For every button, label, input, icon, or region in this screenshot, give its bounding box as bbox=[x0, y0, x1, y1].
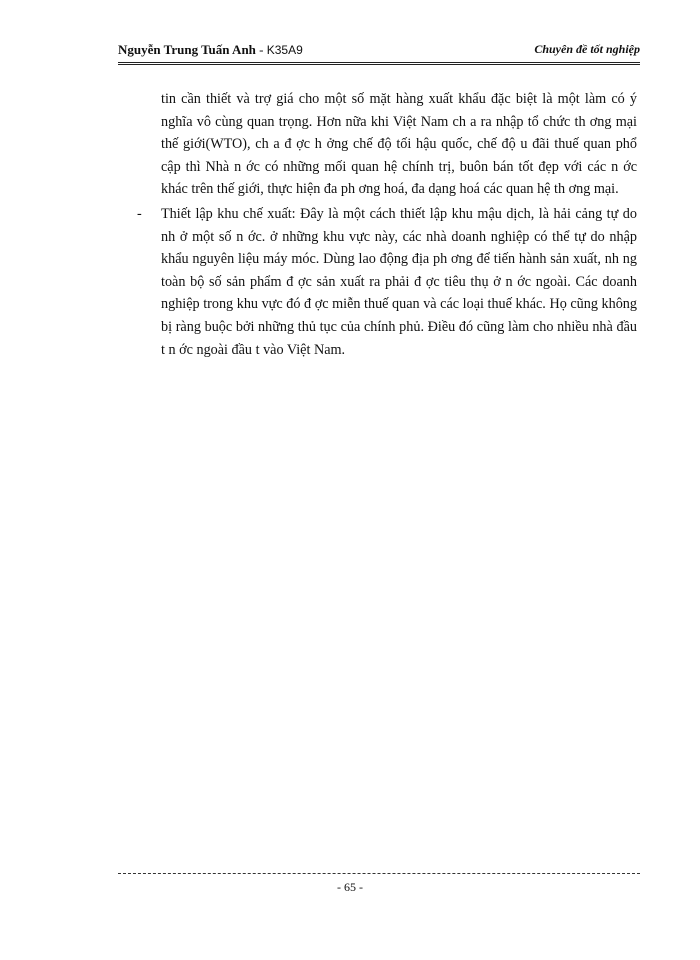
body-text bbox=[137, 88, 637, 361]
bullet-marker: - bbox=[137, 205, 142, 222]
page-header bbox=[118, 40, 640, 65]
bullet-text: Thiết lập khu chế xuất: Đây là một cách thiết lập khu mậu dịch, là hải cảng tự do nh ở một số n ớc. ở những khu vực này, các nhà doanh nghiệp có thể tự do nhập khẩu nguyên liệu máy móc. Dùng lao động địa ph ơng để tiến hành sản xuất, nh ng toàn bộ số sản phẩm đ ợc sản xuất ra phải đ ợc tiêu thụ ở n ớc ngoài. Các doanh nghiệp trong khu vực đó đ ợc miễn thuế quan và các loại thuế khác. Họ cũng không bị ràng buộc bởi những thủ tục của chính phủ. Điều đó cũng làm cho nhiều nhà đầu t n ớc ngoài đầu t vào Việt Nam. bbox=[161, 205, 637, 358]
header-class-code: K35A9 bbox=[266, 43, 303, 57]
header-separator: - bbox=[255, 42, 267, 57]
footer-divider bbox=[118, 873, 640, 874]
paragraph: tin cần thiết và trợ giá cho một số mặt hàng xuất khẩu đặc biệt là một làm có ý nghĩa vô cùng quan trọng. Hơn nữa khi Việt Nam ch a ra nhập tổ chức th ơng mại thế giới(WTO), ch a đ ợc h ởng chế độ tối hậu quốc, chế độ u đãi thuế quan phổ cập thì Nhà n ớc có những mối quan hệ chính trị, buôn bán tốt đẹp với các n ớc khác trên thế giới, thực hiện đa ph ơng hoá, đa dạng hoá các quan hệ th ơng mại. bbox=[161, 91, 637, 198]
bullet-item bbox=[137, 203, 637, 361]
page-number: - 65 - bbox=[337, 880, 363, 894]
header-doc-type: Chuyên đề tốt nghiệp bbox=[534, 42, 640, 56]
header-author: Nguyễn Trung Tuấn Anh bbox=[118, 42, 256, 57]
header-author-block bbox=[118, 42, 303, 58]
